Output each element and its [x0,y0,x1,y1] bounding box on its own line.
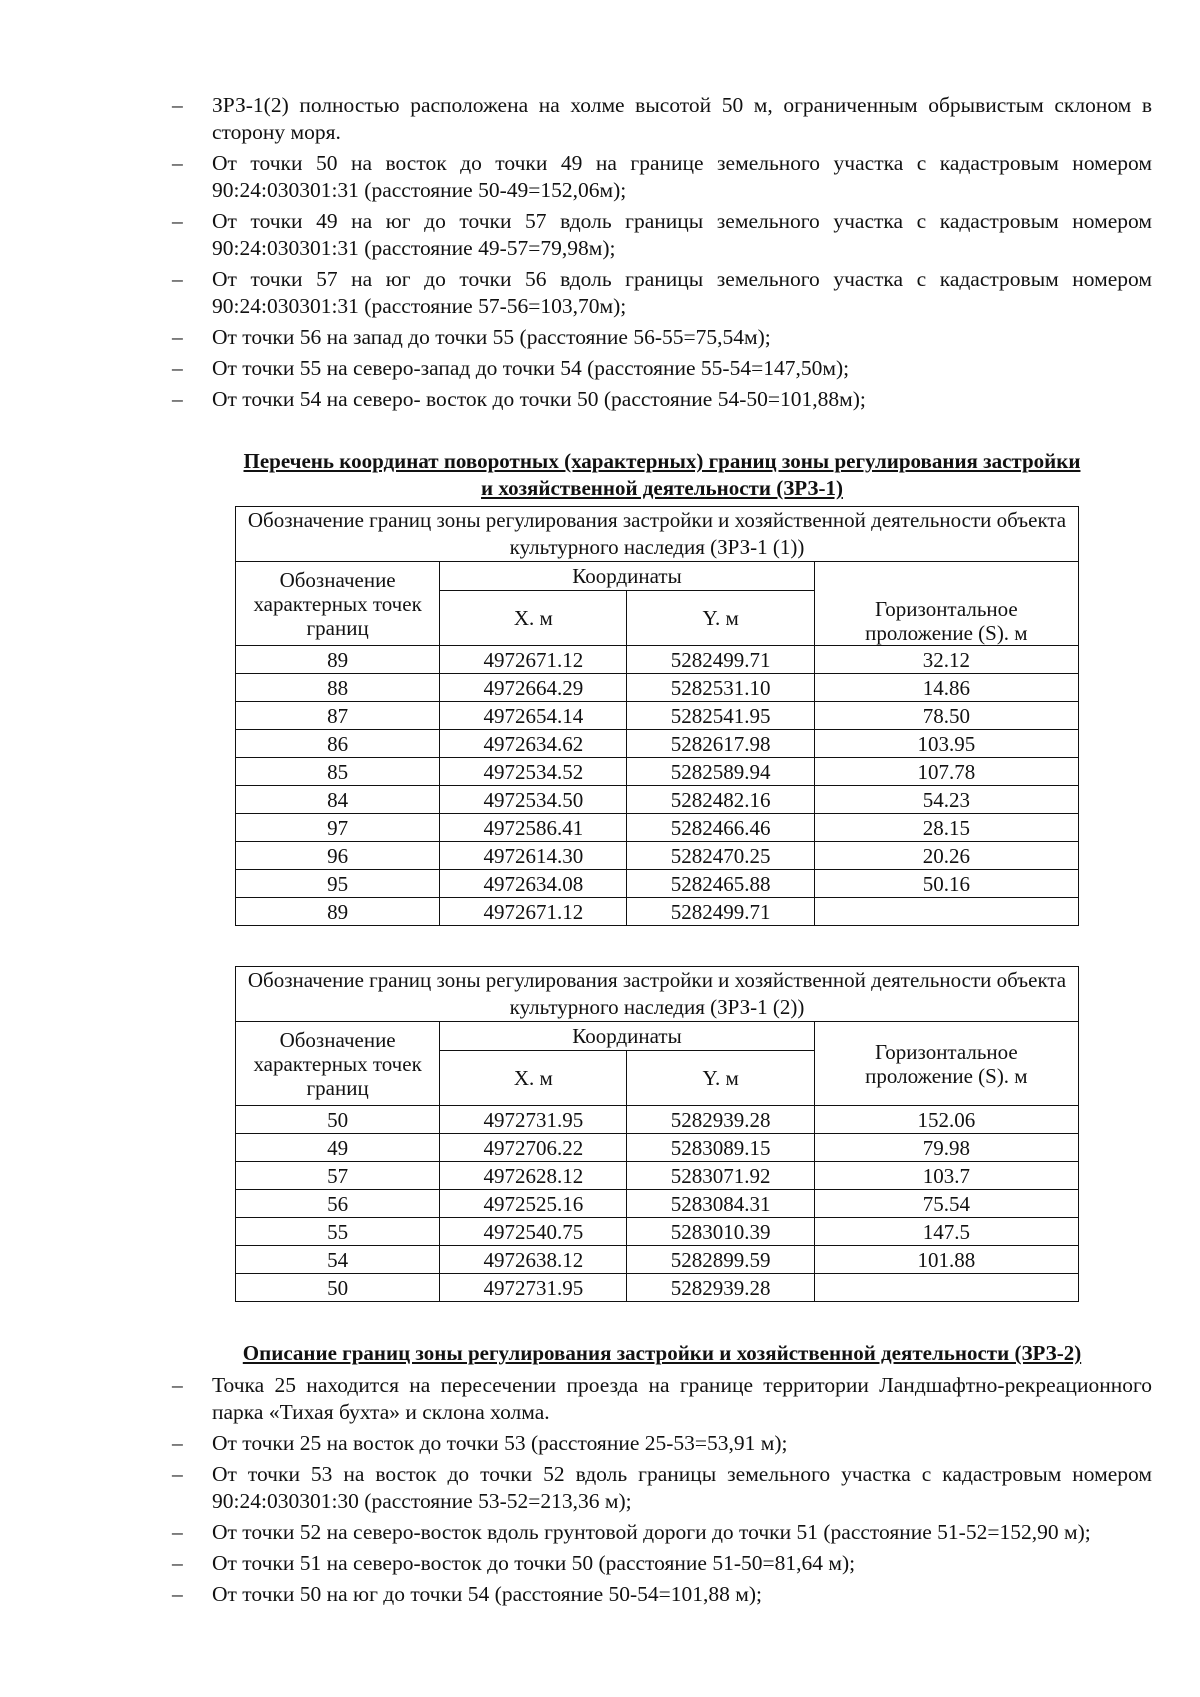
point-id-cell: 87 [236,702,440,730]
distance-cell: 103.95 [814,730,1078,758]
table-row [236,1246,1079,1274]
x-coordinate-cell: 4972731.95 [440,1106,627,1134]
table-row [236,842,1079,870]
distance-cell: 147.5 [814,1218,1078,1246]
list-item: – От точки 52 на северо-восток вдоль грунтовой дороги до точки 51 (расстояние 51-52=152,90 м); [172,1519,1152,1546]
y-coordinate-cell: 5282466.46 [627,814,814,842]
x-coordinate-cell: 4972638.12 [440,1246,627,1274]
point-id-cell: 84 [236,786,440,814]
point-id-cell: 55 [236,1218,440,1246]
distance-cell: 152.06 [814,1106,1078,1134]
list-item: – От точки 50 на юг до точки 54 (расстояние 50-54=101,88 м); [172,1581,1152,1608]
table-row [236,674,1079,702]
coordinates-table-zrz1-1 [235,506,1079,926]
y-coordinate-cell: 5282939.28 [627,1106,814,1134]
coordinates-heading-zrz1 [172,448,1152,502]
distance-cell: 75.54 [814,1190,1078,1218]
header-points: Обозначение характерных точек границ [236,562,440,646]
boundary-description-list-zrz1 [172,92,1152,417]
list-item: – От точки 56 на запад до точки 55 (расстояние 56-55=75,54м); [172,324,1152,351]
x-coordinate-cell: 4972614.30 [440,842,627,870]
x-coordinate-cell: 4972664.29 [440,674,627,702]
point-id-cell: 56 [236,1190,440,1218]
table-row [236,814,1079,842]
y-coordinate-cell: 5282499.71 [627,898,814,926]
boundary-description-heading-zrz2: Описание границ зоны регулирования застройки и хозяйственной деятельности (ЗРЗ-2) [242,1341,1082,1365]
y-coordinate-cell: 5282482.16 [627,786,814,814]
y-coordinate-cell: 5282541.95 [627,702,814,730]
list-item: – От точки 49 на юг до точки 57 вдоль границы земельного участка с кадастровым номером 90:24:030301:31 (расстояние 49-57=79,98м); [172,208,1152,262]
list-item: – От точки 55 на северо-запад до точки 54 (расстояние 55-54=147,50м); [172,355,1152,382]
x-coordinate-cell: 4972534.52 [440,758,627,786]
distance-cell: 32.12 [814,646,1078,674]
list-item: – От точки 51 на северо-восток до точки 50 (расстояние 51-50=81,64 м); [172,1550,1152,1577]
x-coordinate-cell: 4972586.41 [440,814,627,842]
list-item: – ЗРЗ-1(2) полностью расположена на холме высотой 50 м, ограниченным обрывистым склоном в сторону моря. [172,92,1152,146]
table-row [236,1274,1079,1302]
point-id-cell: 89 [236,898,440,926]
distance-cell: 14.86 [814,674,1078,702]
distance-cell: 107.78 [814,758,1078,786]
x-coordinate-cell: 4972540.75 [440,1218,627,1246]
heading-line: и хозяйственной деятельности (ЗРЗ-1) [481,476,843,500]
distance-cell: 103.7 [814,1162,1078,1190]
x-coordinate-cell: 4972671.12 [440,646,627,674]
header-x: X. м [440,1051,627,1106]
list-item: – От точки 50 на восток до точки 49 на границе земельного участка с кадастровым номером 90:24:030301:31 (расстояние 50-49=152,06м); [172,150,1152,204]
x-coordinate-cell: 4972731.95 [440,1274,627,1302]
point-id-cell: 97 [236,814,440,842]
x-coordinate-cell: 4972525.16 [440,1190,627,1218]
table-row [236,898,1079,926]
distance-cell: 54.23 [814,786,1078,814]
table-row [236,1190,1079,1218]
list-item: – От точки 54 на северо- восток до точки 50 (расстояние 54-50=101,88м); [172,386,1152,413]
y-coordinate-cell: 5282617.98 [627,730,814,758]
point-id-cell: 50 [236,1274,440,1302]
y-coordinate-cell: 5282939.28 [627,1274,814,1302]
list-item: – От точки 25 на восток до точки 53 (расстояние 25-53=53,91 м); [172,1430,1152,1457]
table-caption: Обозначение границ зоны регулирования застройки и хозяйственной деятельности объекта культурного наследия (ЗРЗ-1 (1)) [236,507,1079,562]
y-coordinate-cell: 5282531.10 [627,674,814,702]
distance-cell [814,1274,1078,1302]
header-coordinates: Координаты [440,1022,815,1051]
header-y: Y. м [627,1051,814,1106]
header-y: Y. м [627,591,814,646]
y-coordinate-cell: 5283010.39 [627,1218,814,1246]
point-id-cell: 96 [236,842,440,870]
header-horizontal-distance: Горизонтальное проложение (S). м [814,1022,1078,1106]
table-row [236,1106,1079,1134]
distance-cell: 20.26 [814,842,1078,870]
distance-cell: 50.16 [814,870,1078,898]
y-coordinate-cell: 5283071.92 [627,1162,814,1190]
table-row [236,1218,1079,1246]
table-row [236,730,1079,758]
x-coordinate-cell: 4972628.12 [440,1162,627,1190]
header-points: Обозначение характерных точек границ [236,1022,440,1106]
point-id-cell: 57 [236,1162,440,1190]
point-id-cell: 54 [236,1246,440,1274]
table-caption: Обозначение границ зоны регулирования застройки и хозяйственной деятельности объекта культурного наследия (ЗРЗ-1 (2)) [236,967,1079,1022]
table-row [236,1162,1079,1190]
point-id-cell: 89 [236,646,440,674]
table-row [236,786,1079,814]
distance-cell: 78.50 [814,702,1078,730]
y-coordinate-cell: 5282899.59 [627,1246,814,1274]
distance-cell: 28.15 [814,814,1078,842]
table-row [236,1134,1079,1162]
table-row [236,646,1079,674]
list-item: – От точки 53 на восток до точки 52 вдоль границы земельного участка с кадастровым номером 90:24:030301:30 (расстояние 53-52=213,36 м); [172,1461,1152,1515]
y-coordinate-cell: 5283084.31 [627,1190,814,1218]
x-coordinate-cell: 4972671.12 [440,898,627,926]
list-item: – От точки 57 на юг до точки 56 вдоль границы земельного участка с кадастровым номером 90:24:030301:31 (расстояние 57-56=103,70м); [172,266,1152,320]
x-coordinate-cell: 4972654.14 [440,702,627,730]
boundary-description-list-zrz2 [172,1372,1152,1612]
y-coordinate-cell: 5282470.25 [627,842,814,870]
distance-cell [814,898,1078,926]
distance-cell: 79.98 [814,1134,1078,1162]
point-id-cell: 49 [236,1134,440,1162]
header-horizontal-distance: Горизонтальное проложение (S). м [814,562,1078,646]
point-id-cell: 88 [236,674,440,702]
y-coordinate-cell: 5282465.88 [627,870,814,898]
list-item: – Точка 25 находится на пересечении проезда на границе территории Ландшафтно-рекреационного парка «Тихая бухта» и склона холма. [172,1372,1152,1426]
distance-cell: 101.88 [814,1246,1078,1274]
heading-line: Перечень координат поворотных (характерных) границ зоны регулирования застройки [243,449,1081,473]
x-coordinate-cell: 4972634.08 [440,870,627,898]
header-coordinates: Координаты [440,562,815,591]
table-row [236,758,1079,786]
coordinates-table-zrz1-2 [235,966,1079,1302]
x-coordinate-cell: 4972706.22 [440,1134,627,1162]
header-x: X. м [440,591,627,646]
table-row [236,702,1079,730]
y-coordinate-cell: 5283089.15 [627,1134,814,1162]
y-coordinate-cell: 5282589.94 [627,758,814,786]
table-row [236,870,1079,898]
point-id-cell: 95 [236,870,440,898]
point-id-cell: 50 [236,1106,440,1134]
x-coordinate-cell: 4972634.62 [440,730,627,758]
x-coordinate-cell: 4972534.50 [440,786,627,814]
point-id-cell: 85 [236,758,440,786]
point-id-cell: 86 [236,730,440,758]
y-coordinate-cell: 5282499.71 [627,646,814,674]
